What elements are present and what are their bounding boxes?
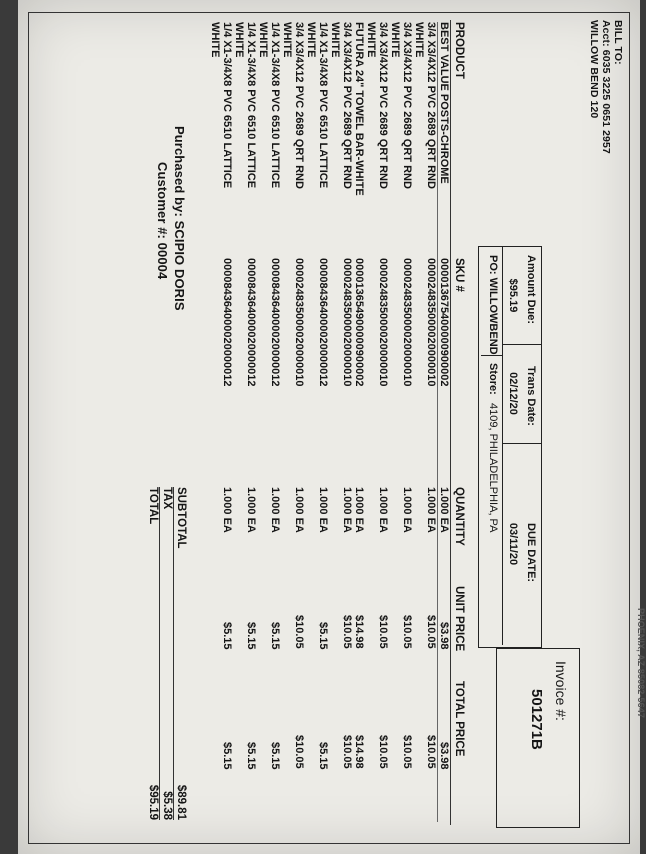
invoice-page	[18, 0, 646, 854]
row-product: WHITE	[329, 22, 341, 58]
row-product: 1/4 X1-3/4X8 PVC 6510 LATTICE	[269, 22, 281, 189]
row-total-price: $3.98	[438, 742, 450, 770]
row-sku: 000024835000020000010	[293, 258, 305, 387]
amount-due-value: $95.19	[507, 278, 519, 313]
row-product: WHITE	[305, 22, 317, 58]
due-date-cell	[502, 443, 541, 645]
row-sku: 000084364000020000012	[317, 258, 329, 387]
store-label: Store:	[487, 363, 499, 395]
row-unit-price: $10.05	[341, 615, 353, 649]
tax-label: TAX	[161, 487, 173, 510]
tax-value: $5.38	[161, 791, 173, 820]
row-product: 1/4 X1-3/4X8 PVC 6510 LATTICE	[221, 22, 233, 189]
row-product: 3/4 X3/4X12 PVC 2689 QRT RND	[341, 22, 353, 189]
header-unit-price: UNIT PRICE	[453, 586, 465, 652]
header-location-fragment: PHOENIX, AZ 85082-5647	[636, 608, 646, 718]
trans-date-label: Trans Date:	[525, 366, 537, 426]
row-total-price: $5.15	[221, 742, 233, 770]
header-product: PRODUCT	[453, 22, 465, 79]
row-quantity: 1.000 EA	[377, 487, 389, 533]
total-label: TOTAL	[147, 487, 159, 525]
row-unit-price: $10.05	[425, 615, 437, 649]
row-quantity: 1.000 EA	[425, 487, 437, 533]
row-quantity: 1.000 EA	[438, 487, 450, 533]
row-product: WHITE	[413, 22, 425, 58]
row-sku: 000024835000020000010	[425, 258, 437, 387]
invoice-info-grid	[478, 246, 542, 648]
row-product: 3/4 X3/4X12 PVC 2689 QRT RND	[377, 22, 389, 189]
trans-date-value: 02/12/20	[507, 372, 519, 415]
row-quantity: 1.000 EA	[293, 487, 305, 533]
due-date-value: 03/11/20	[507, 522, 519, 566]
row-product: WHITE	[365, 22, 377, 58]
row-product: 3/4 X3/4X12 PVC 2689 QRT RND	[293, 22, 305, 189]
tax-rule	[159, 487, 160, 820]
header-rule	[450, 20, 451, 825]
row-sku: 000013675400000900002	[438, 258, 450, 387]
row-product: 1/4 X1-3/4X8 PVC 6510 LATTICE	[317, 22, 329, 189]
subtotal-value: $89.81	[175, 784, 187, 820]
row-product: WHITE	[281, 22, 293, 58]
row-sku: 000024835000020000010	[377, 258, 389, 387]
row-sku: 000024835000020000010	[341, 258, 353, 387]
row-quantity: 1.000 EA	[269, 487, 281, 533]
row-unit-price: $10.05	[401, 615, 413, 649]
row-product: 1/4 X1-3/4X8 PVC 6510 LATTICE	[245, 22, 257, 189]
row-unit-price: $5.15	[221, 622, 233, 650]
po-cell	[481, 247, 503, 356]
row-product: 3/4 X3/4X12 PVC 2689 QRT RND	[401, 22, 413, 189]
row-unit-price: $14.98	[353, 615, 365, 649]
row-product: BEST VALUE POSTS-CHROME	[438, 22, 450, 184]
bill-to-account: Acct: 6035 3225 0651 2957	[600, 20, 612, 154]
row-product: WHITE	[389, 22, 401, 58]
row-total-price: $10.05	[341, 735, 353, 769]
row-product: WHITE	[257, 22, 269, 58]
due-date-label: DUE DATE:	[525, 523, 537, 583]
row-unit-price: $5.15	[317, 622, 329, 650]
row-total-price: $10.05	[293, 735, 305, 769]
subtotal-rule	[173, 487, 174, 820]
row-total-price: $10.05	[401, 735, 413, 769]
invoice-number-box	[496, 648, 580, 828]
row-quantity: 1.000 EA	[401, 487, 413, 533]
row-unit-price: $3.98	[438, 622, 450, 650]
row-quantity: 1.000 EA	[341, 487, 353, 533]
trans-date-cell	[502, 344, 541, 444]
purchased-by: Purchased by: SCIPIO DORIS	[172, 126, 187, 311]
row-quantity: 1.000 EA	[221, 487, 233, 533]
row-sku: 000084364000020000012	[269, 258, 281, 387]
invoice-number: 501271B	[528, 689, 545, 750]
row-sku: 000013654900000900002	[353, 258, 365, 387]
row-total-price: $5.15	[269, 742, 281, 770]
row-unit-price: $10.05	[293, 615, 305, 649]
po-label: PO: WILLOWBEND	[487, 255, 499, 355]
bill-to-name: WILLOW BEND 120	[588, 20, 600, 119]
row-unit-price: $10.05	[377, 615, 389, 649]
header-sku: SKU #	[453, 258, 465, 292]
row-unit-price: $5.15	[269, 622, 281, 650]
total-value: $95.19	[147, 784, 159, 820]
row-total-price: $10.05	[377, 735, 389, 769]
row-sku: 000024835000020000010	[401, 258, 413, 387]
row-total-price: $5.15	[317, 742, 329, 770]
row-sku: 000084364000020000012	[221, 258, 233, 387]
row-total-price: $5.15	[245, 742, 257, 770]
header-total-price: TOTAL PRICE	[453, 681, 465, 757]
row-quantity: 1.000 EA	[353, 487, 365, 533]
bill-to-label: BILL TO:	[612, 20, 624, 65]
subtotal-label: SUBTOTAL	[175, 487, 187, 549]
invoice-paper	[18, 0, 646, 854]
row-product: WHITE	[209, 22, 221, 58]
amount-due-label: Amount Due:	[525, 255, 537, 325]
row-underline	[437, 22, 438, 822]
row-product: FUTURA 24" TOWEL BAR-WHITE	[353, 22, 365, 196]
customer-number: Customer #: 00004	[155, 162, 170, 280]
invoice-label: Invoice #:	[553, 661, 569, 721]
row-unit-price: $5.15	[245, 622, 257, 650]
row-sku: 000084364000020000012	[245, 258, 257, 387]
row-total-price: $14.98	[353, 735, 365, 769]
row-quantity: 1.000 EA	[245, 487, 257, 533]
row-total-price: $10.05	[425, 735, 437, 769]
row-quantity: 1.000 EA	[317, 487, 329, 533]
amount-due-cell	[502, 247, 541, 345]
store-cell	[481, 355, 503, 645]
store-value: 4109, PHILADELPHIA, PA	[487, 403, 499, 533]
row-product: WHITE	[233, 22, 245, 58]
header-quantity: QUANTITY	[453, 487, 465, 546]
row-product: 3/4 X3/4X12 PVC 2689 QRT RND	[425, 22, 437, 189]
